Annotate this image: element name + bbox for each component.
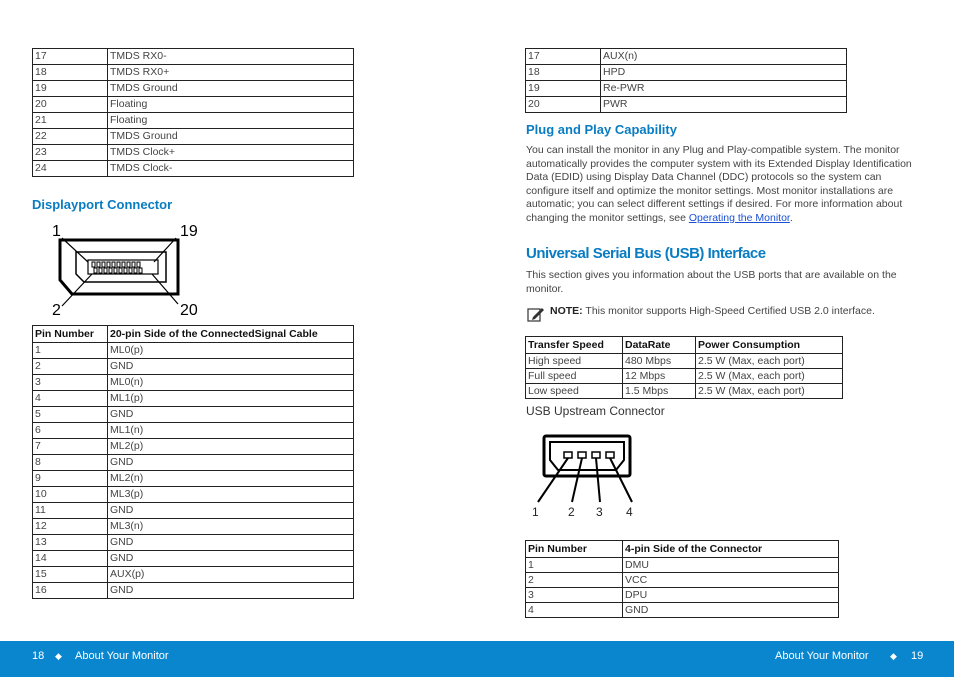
table-cell-value: GND	[623, 603, 839, 618]
usb-note	[550, 305, 930, 319]
table-row	[33, 471, 354, 487]
table-cell-value: 2.5 W (Max, each port)	[696, 354, 843, 369]
table-row	[33, 503, 354, 519]
table-cell-value: ML2(n)	[108, 471, 354, 487]
left-footer-title: About Your Monitor	[75, 650, 169, 662]
table-cell-key: 24	[33, 161, 108, 177]
table-cell-value: ML0(n)	[108, 375, 354, 391]
table-cell-value: AUX(p)	[108, 567, 354, 583]
table-cell-value: TMDS RX0-	[108, 49, 354, 65]
table-cell-value: GND	[108, 407, 354, 423]
table-cell-value: DMU	[623, 558, 839, 573]
table-row	[33, 439, 354, 455]
table-row	[33, 113, 354, 129]
table-cell-value: Floating	[108, 97, 354, 113]
table-cell-key: 2	[526, 573, 623, 588]
table-cell-key: 9	[33, 471, 108, 487]
right-diamond-icon: ◆	[890, 651, 897, 661]
datarate-header: DataRate	[623, 337, 696, 354]
table-row	[33, 97, 354, 113]
table-row	[33, 65, 354, 81]
usb-pin-number-header: Pin Number	[526, 541, 623, 558]
table-cell-value: ML3(p)	[108, 487, 354, 503]
plug-play-heading: Plug and Play Capability	[526, 122, 677, 137]
usb-pin-table	[525, 540, 839, 618]
usb-heading: Universal Serial Bus (USB) Interface	[526, 245, 766, 262]
table-cell-value: 2.5 W (Max, each port)	[696, 384, 843, 399]
note-pencil-icon	[527, 306, 545, 322]
table-row	[526, 49, 847, 65]
table-cell-key: 19	[526, 81, 601, 97]
table-row	[33, 519, 354, 535]
table-cell-key: 4	[526, 603, 623, 618]
table-row	[33, 487, 354, 503]
table-cell-key: 17	[33, 49, 108, 65]
table-row	[526, 369, 843, 384]
table-row	[526, 573, 839, 588]
table-cell-value: GND	[108, 455, 354, 471]
table-cell-value: GND	[108, 551, 354, 567]
table-row	[526, 558, 839, 573]
table-row	[526, 384, 843, 399]
note-label: NOTE:	[550, 305, 583, 317]
table-row	[33, 343, 354, 359]
table-cell-value: ML1(n)	[108, 423, 354, 439]
table-cell-key: 10	[33, 487, 108, 503]
table-cell-value: VCC	[623, 573, 839, 588]
table-cell-key: 11	[33, 503, 108, 519]
usb-speed-table	[525, 336, 843, 399]
right-page-number: 19	[911, 650, 924, 662]
table-row	[33, 455, 354, 471]
table-cell-key: 15	[33, 567, 108, 583]
usb-upstream-connector-diagram	[528, 430, 638, 508]
table-cell-key: 12	[33, 519, 108, 535]
table-cell-value: GND	[108, 359, 354, 375]
displayport-heading: Displayport Connector	[32, 197, 173, 212]
table-row	[33, 145, 354, 161]
table-row	[33, 535, 354, 551]
table-cell-key: 2	[33, 359, 108, 375]
table-row	[526, 588, 839, 603]
table-cell-key: 7	[33, 439, 108, 455]
displayport-pin-table	[32, 325, 354, 599]
table-row	[33, 407, 354, 423]
footer-bar	[0, 641, 954, 677]
table-cell-value: HPD	[601, 65, 847, 81]
table-cell-value: TMDS Clock-	[108, 161, 354, 177]
table-cell-key: 23	[33, 145, 108, 161]
table-row	[33, 583, 354, 599]
table-cell-value: 2.5 W (Max, each port)	[696, 369, 843, 384]
table-cell-key: 22	[33, 129, 108, 145]
pin-number-header: Pin Number	[33, 326, 108, 343]
table-cell-key: Low speed	[526, 384, 623, 399]
table-cell-value: ML3(n)	[108, 519, 354, 535]
table-cell-key: 6	[33, 423, 108, 439]
table-row	[33, 49, 354, 65]
pin-label-1: 1	[52, 223, 61, 240]
table-cell-value: AUX(n)	[601, 49, 847, 65]
table-row	[33, 551, 354, 567]
usb-intro: This section gives you information about the USB ports that are available on the monitor.	[526, 269, 897, 295]
table-row	[33, 567, 354, 583]
left-page-number: 18	[32, 650, 45, 662]
usb-pin-label-2: 2	[568, 505, 575, 519]
table-row	[33, 161, 354, 177]
pin-label-20: 20	[180, 302, 198, 319]
table-cell-value: DPU	[623, 588, 839, 603]
table-cell-value: Re-PWR	[601, 81, 847, 97]
table-cell-key: High speed	[526, 354, 623, 369]
table-row	[33, 391, 354, 407]
table-cell-value: PWR	[601, 97, 847, 113]
table-row	[526, 97, 847, 113]
table-cell-value: TMDS Clock+	[108, 145, 354, 161]
transfer-speed-header: Transfer Speed	[526, 337, 623, 354]
operating-monitor-link[interactable]: Operating the Monitor	[688, 211, 790, 224]
table-cell-key: 5	[33, 407, 108, 423]
table-cell-key: 4	[33, 391, 108, 407]
right-footer-title: About Your Monitor	[775, 650, 869, 662]
note-text: This monitor supports High-Speed Certified USB 2.0 interface.	[582, 305, 875, 317]
usb-4pin-header: 4-pin Side of the Connector	[623, 541, 839, 558]
table-cell-value: GND	[108, 583, 354, 599]
table-cell-value: 480 Mbps	[623, 354, 696, 369]
pin-label-19: 19	[180, 223, 198, 240]
usb-pin-label-3: 3	[596, 505, 603, 519]
table-row	[33, 129, 354, 145]
table-row	[33, 81, 354, 97]
table-row	[526, 603, 839, 618]
plug-play-paragraph	[526, 144, 924, 226]
table-cell-value: ML2(p)	[108, 439, 354, 455]
table-cell-value: Floating	[108, 113, 354, 129]
table-cell-key: 18	[526, 65, 601, 81]
table-row	[526, 354, 843, 369]
table-cell-value: ML1(p)	[108, 391, 354, 407]
table-cell-value: TMDS RX0+	[108, 65, 354, 81]
table-cell-key: 8	[33, 455, 108, 471]
table-cell-key: 1	[33, 343, 108, 359]
table-cell-value: GND	[108, 535, 354, 551]
plug-play-end: .	[789, 211, 793, 224]
table-row	[526, 65, 847, 81]
table-cell-key: 20	[33, 97, 108, 113]
table-row	[33, 359, 354, 375]
table-cell-value: GND	[108, 503, 354, 519]
table-cell-value: 1.5 Mbps	[623, 384, 696, 399]
table-cell-key: 18	[33, 65, 108, 81]
table-cell-key: 17	[526, 49, 601, 65]
table-row	[526, 81, 847, 97]
table-cell-value: ML0(p)	[108, 343, 354, 359]
pin-label-2: 2	[52, 302, 61, 319]
table-cell-key: 3	[526, 588, 623, 603]
table-cell-value: TMDS Ground	[108, 81, 354, 97]
table-cell-value: TMDS Ground	[108, 129, 354, 145]
signal-header: 20-pin Side of the ConnectedSignal Cable	[108, 326, 354, 343]
table-row	[33, 423, 354, 439]
table-cell-key: 14	[33, 551, 108, 567]
table-cell-key: Full speed	[526, 369, 623, 384]
dp-pin-table-continued	[525, 48, 847, 113]
usb-pin-label-1: 1	[532, 505, 539, 519]
usb-pin-label-4: 4	[626, 505, 633, 519]
dvi-pin-table-continued	[32, 48, 354, 177]
table-cell-key: 19	[33, 81, 108, 97]
table-cell-key: 21	[33, 113, 108, 129]
plug-play-text: You can install the monitor in any Plug and Play-compatible system. The monitor automatically provides the computer system with its Extended Display Identification Data (EDID) using Display Data Channel (DDC) protocols so the system can configure itself and optimize the monitor settings. Most monitor installations are automatic; you can select different settings if desired. For more information about changing the monitor settings, see	[526, 144, 912, 224]
table-row	[33, 375, 354, 391]
table-cell-key: 3	[33, 375, 108, 391]
power-header: Power Consumption	[696, 337, 843, 354]
table-cell-value: 12 Mbps	[623, 369, 696, 384]
left-diamond-icon: ◆	[55, 651, 62, 661]
usb-upstream-label: USB Upstream Connector	[526, 404, 665, 418]
table-cell-key: 16	[33, 583, 108, 599]
table-cell-key: 20	[526, 97, 601, 113]
table-cell-key: 1	[526, 558, 623, 573]
table-cell-key: 13	[33, 535, 108, 551]
